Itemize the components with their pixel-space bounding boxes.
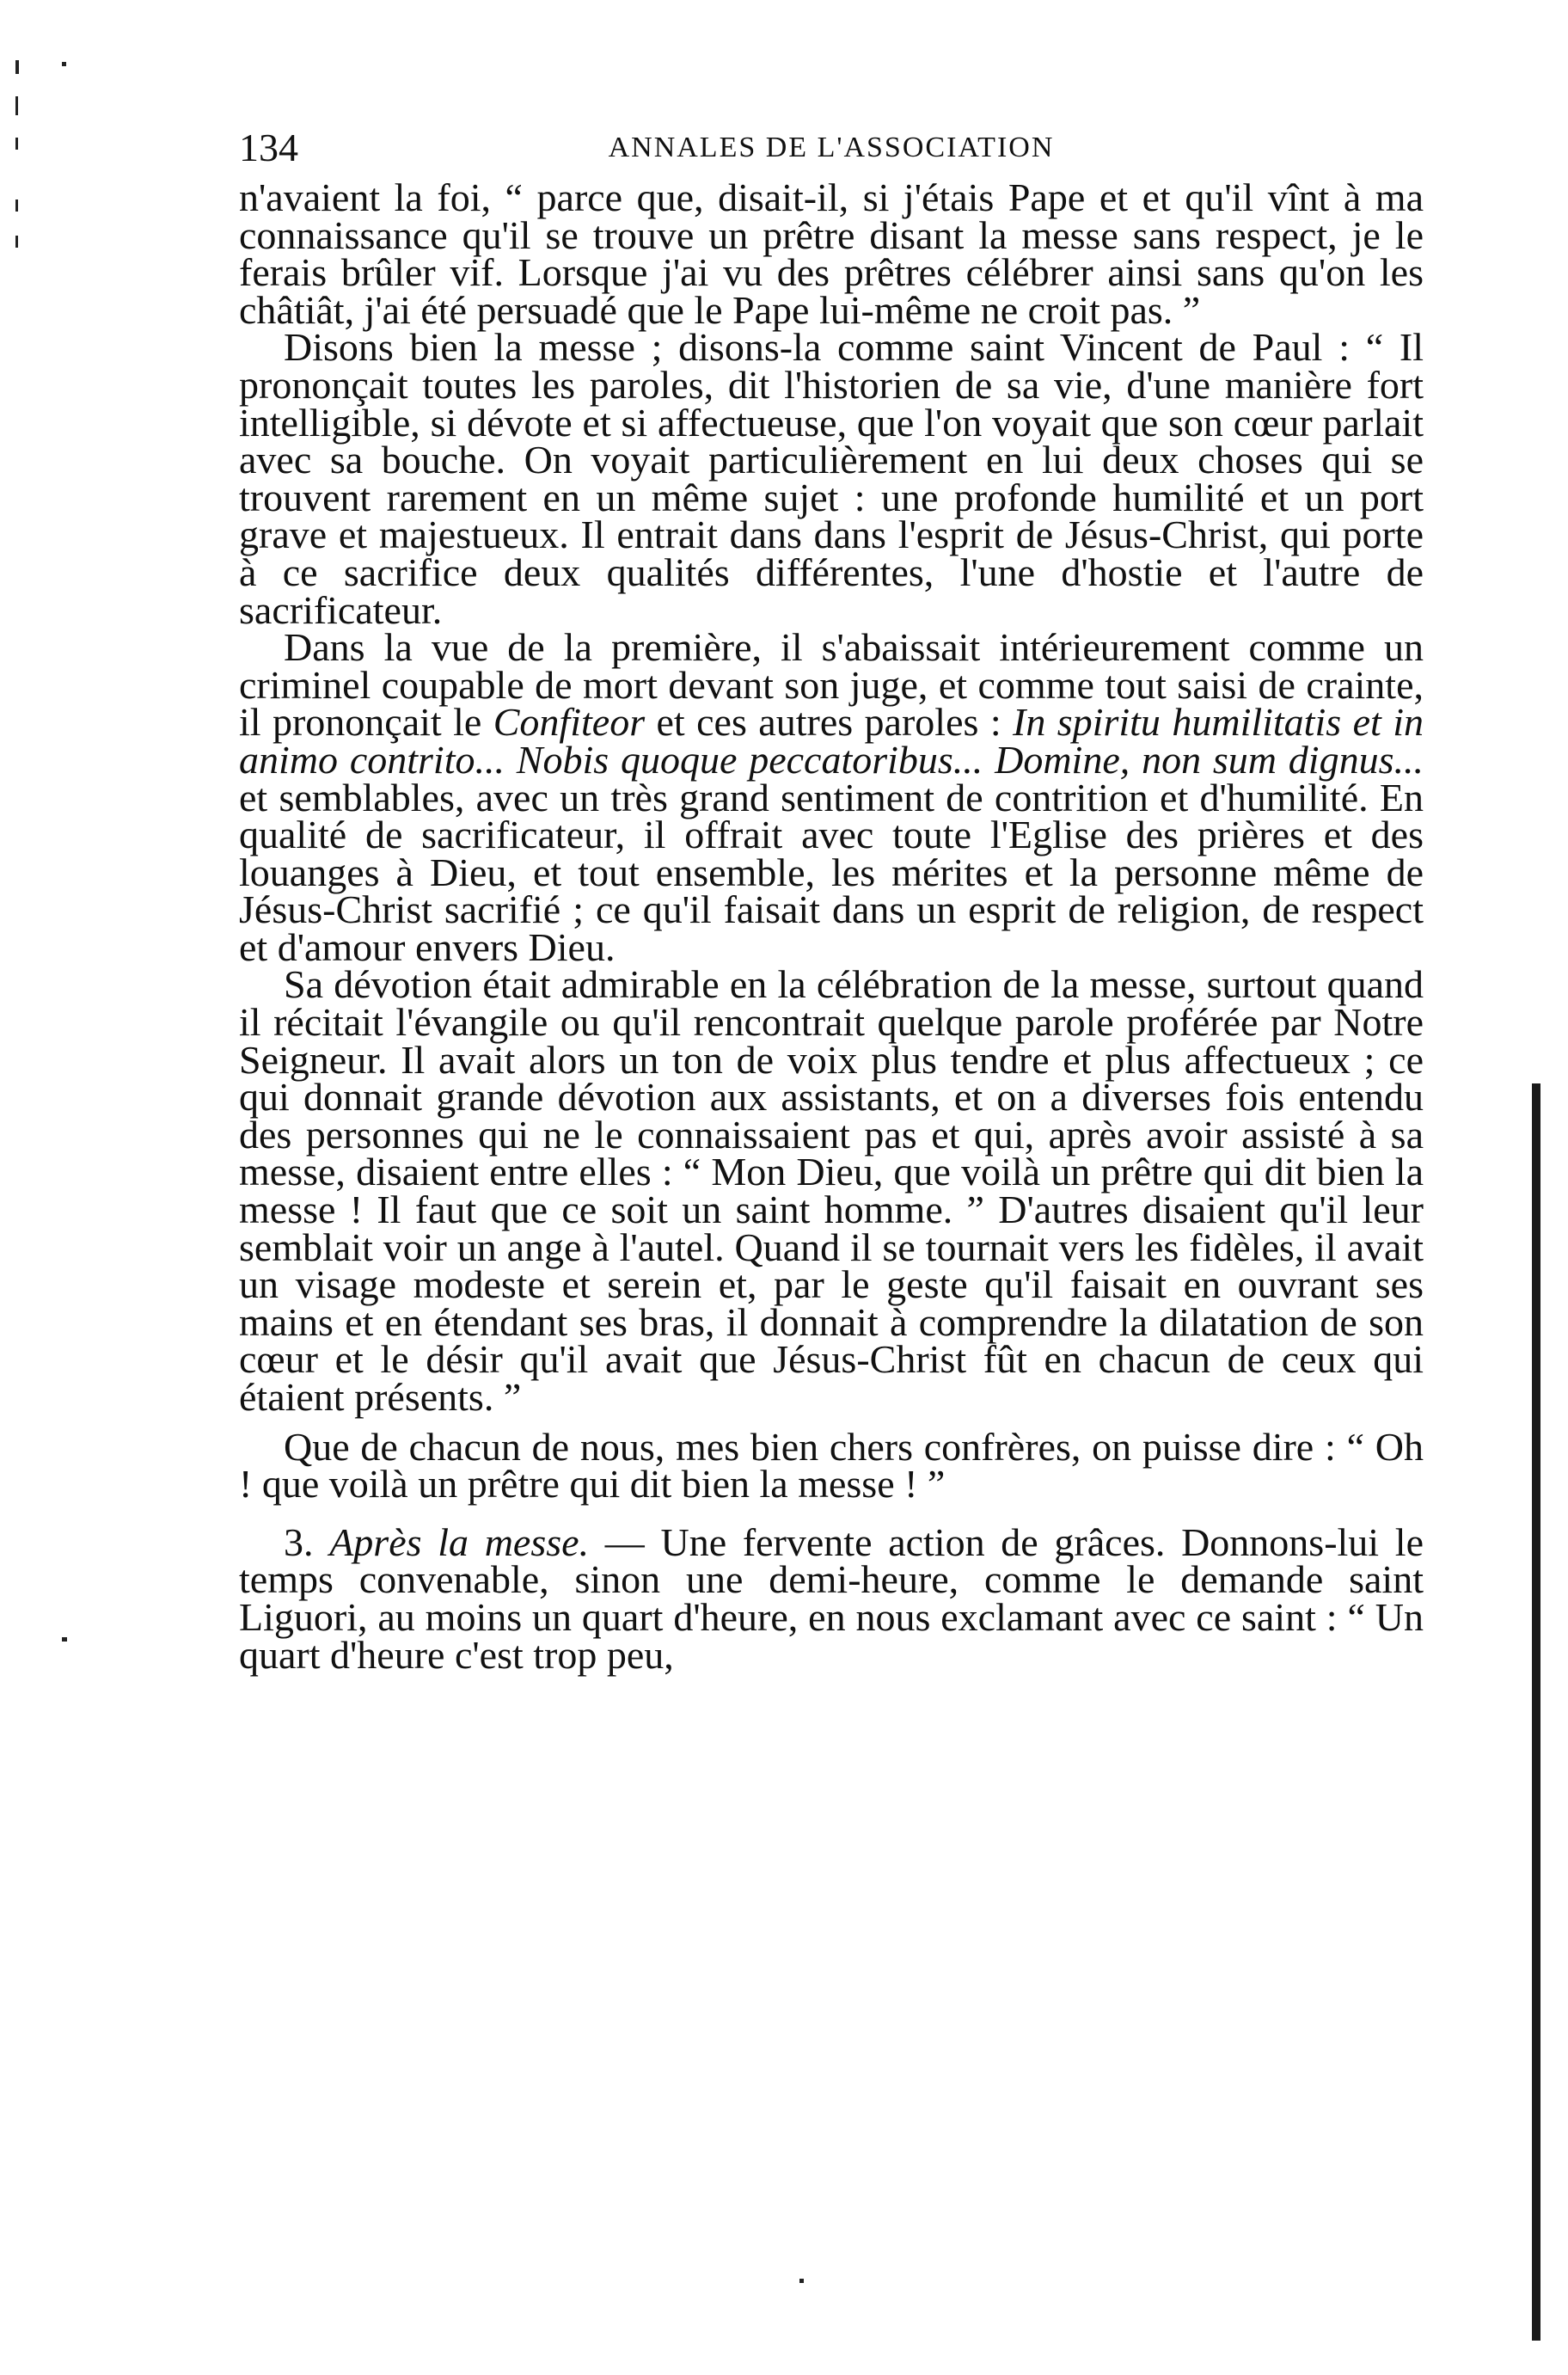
scan-speck (15, 138, 18, 150)
italic-text: Confiteor (493, 700, 646, 745)
paragraph (239, 625, 1424, 969)
page-number: 134 (239, 126, 298, 169)
text-run: — Une fervente action de grâces. Donnons-lui le temps convenable, sinon une demi-heure, comme le demande saint Liguori, au moins un quart d'heure, en nous exclamant avec ce saint : “ Un quart d'heure c'est trop peu, (239, 1519, 1424, 1677)
text-run: Dans la vue de la première, il s'abaissait intérieurement comme un criminel coupable de mort devant son juge, et comme tout saisi de crainte, il prononçait le (239, 625, 1424, 745)
page-edge-shadow (1532, 1083, 1540, 2341)
scan-speck (62, 1637, 67, 1642)
text-run: n'avaient la foi, “ parce que, disait-il, si j'étais Pape et et qu'il vînt à ma connaissance qu'il se trouve un prêtre disant la messe sans respect, je le ferais brûler vif. Lorsque j'ai vu des prêtres célébrer ainsi sans qu'on les châtiât, j'ai été persuadé que le Pape lui-même ne croit pas. ” (239, 175, 1424, 332)
scan-speck (799, 2279, 804, 2283)
text-run: Disons bien la messe ; disons-la comme saint Vincent de Paul : “ Il prononçait toutes les paroles, dit l'historien de sa vie, d'une manière fort intelligible, si dévote et si affectueuse, que l'on voyait que son cœur parlait avec sa bouche. On voyait particulièrement en lui deux choses qui se trouvent rarement en un même sujet : une profonde humilité et un port grave et majestueux. Il entrait dans dans l'esprit de Jésus-Christ, qui porte à ce sacrifice deux qualités différentes, l'une d'hostie et l'autre de sacrificateur. (239, 325, 1424, 632)
scan-speck (15, 199, 18, 212)
text-run: 3. (284, 1519, 330, 1564)
text-run: et semblables, avec un très grand sentiment de contrition et d'humilité. En qualité de sacrificateur, il offrait avec toute l'Eglise des prières et des louanges à Dieu, et tout ensemble, les mérites et la personne même de Jésus-Christ sacrifié ; ce qu'il faisait dans un esprit de religion, de respect et d'amour envers Dieu. (239, 775, 1424, 969)
paragraph (239, 962, 1424, 1419)
text-run: Que de chacun de nous, mes bien chers confrères, on puisse dire : “ Oh ! que voilà un prêtre qui dit bien la messe ! ” (239, 1424, 1424, 1507)
text-run: et ces autres paroles : (645, 700, 1014, 745)
paragraph (239, 175, 1424, 332)
scan-speck (15, 96, 18, 115)
text-run: Sa dévotion était admirable en la célébration de la messe, surtout quand il récitait l'évangile ou qu'il rencontrait quelque parole proférée par Notre Seigneur. Il avait alors un ton de voix plus tendre et plus affectueux ; ce qui donnait grande dévotion aux assistants, et on a diverses fois entendu des personnes qui ne le connaissaient pas et qui, après avoir assisté à sa messe, disaient entre elles : “ Mon Dieu, que voilà un prêtre qui dit bien la messe ! Il faut que ce soit un saint homme. ” D'autres disaient qu'il leur semblait voir un ange à l'autel. Quand il se tournait vers les fidèles, il avait un visage modeste et serein et, par le geste qu'il faisait en ouvrant ses mains et en étendant ses bras, il donnait à comprendre la dilatation de son cœur et le désir qu'il avait que Jésus-Christ fût en chacun de ceux qui étaient présents. ” (239, 962, 1424, 1419)
body-text (239, 175, 1424, 1677)
paragraph (239, 1424, 1424, 1507)
scan-speck (15, 60, 19, 74)
paragraph (239, 1519, 1424, 1677)
italic-text: Après la messe. (329, 1519, 590, 1564)
page-header (239, 122, 1424, 174)
scan-speck (15, 236, 18, 248)
scan-speck (62, 62, 66, 66)
running-head: ANNALES DE L'ASSOCIATION (608, 132, 1055, 163)
italic-text: In spiritu humilitatis et in animo contrito... Nobis quoque peccatoribus... Domine, non sum dignus... (239, 700, 1424, 782)
paragraph (239, 325, 1424, 632)
